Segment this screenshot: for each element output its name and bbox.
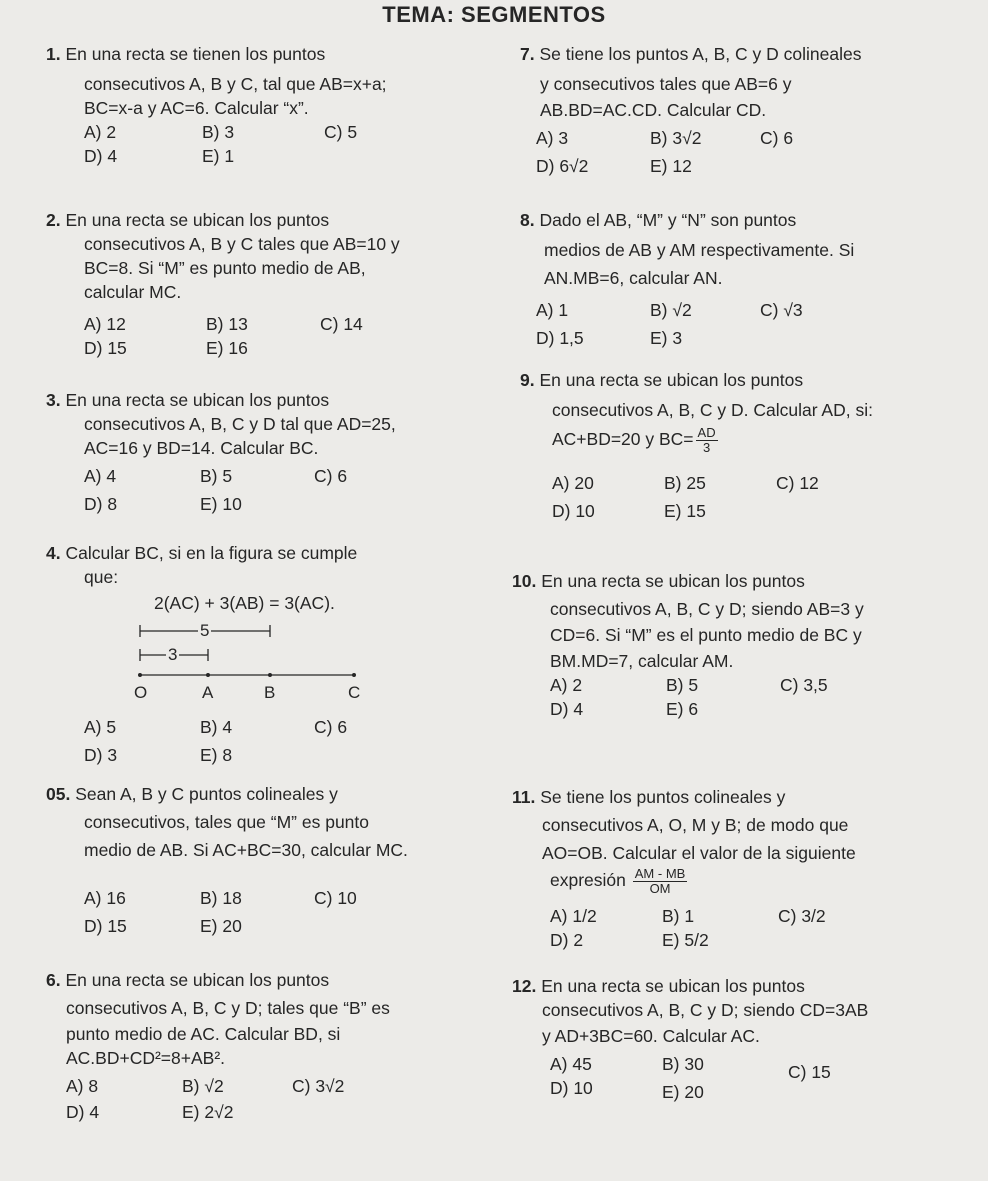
option: C) 3√2 [292, 1076, 345, 1096]
option: E) 12 [650, 156, 692, 176]
option: D) 4 [84, 146, 118, 166]
condition: AC+BD=20 y BC= $\frac{AD}{3}$ [552, 425, 716, 455]
problem-1: 1. En una recta se tienen los puntos consecutivos A, B y C, tal que AB=x+a; BC=x-a y AC=6. Calcular “x”. A) 2 B) 3 C) 5 D) 4 E) 1 [46, 44, 387, 166]
point-label-a: A [202, 683, 214, 702]
problem-10: 10. En una recta se ubican los puntos consecutivos A, B, C y D; siendo AB=3 y CD=6. Si “M” es el punto medio de BC y BM.MD=7, calcular AM. A) 2 B) 5 C) 3,5 D) 4 E) 6 [512, 571, 864, 719]
option: E) 15 [664, 501, 706, 521]
option: D) 10 [550, 1078, 593, 1098]
problem-9: 9. En una recta se ubican los puntos consecutivos A, B, C y D. Calcular AD, si: AC+BD=20 y BC= $\frac{AD}{3}$ A) 20 B) 25 C) 12 D) 10 E) 15 [520, 368, 975, 523]
option: B) 3√2 [650, 128, 702, 148]
problem-7: 7. Se tiene los puntos A, B, C y D colineales y consecutivos tales que AB=6 y AB.BD=AC.CD. Calcular CD. A) 3 B) 3√2 C) 6 D) 6√2 E) 12 [520, 44, 862, 176]
option: D) 3 [84, 745, 118, 765]
problem-2: 2. En una recta se ubican los puntos consecutivos A, B y C tales que AB=10 y BC=8. Si “M” es punto medio de AB, calcular MC. A) 12 B) 13 C) 14 D) 15 E) 16 [46, 210, 400, 358]
fraction: $\frac{AD}{3}$ [697, 425, 716, 455]
option: A) 4 [84, 466, 117, 486]
option: E) 2√2 [182, 1102, 234, 1122]
option: E) 20 [662, 1082, 704, 1102]
problem-8: 8. Dado el AB, “M” y “N” son puntos medios de AB y AM respectivamente. Si AN.MB=6, calcular AN. A) 1 B) √2 C) √3 D) 1,5 E) 3 [520, 210, 855, 348]
option: A) 2 [550, 675, 583, 695]
option: A) 20 [552, 473, 594, 493]
page-title: TEMA: SEGMENTOS [382, 2, 606, 27]
problem-11: 11. Se tiene los puntos colineales y consecutivos A, O, M y B; de modo que AO=OB. Calcular el valor de la siguiente expresión $\frac{AM - MB}{OM}$ A) 1/2 B) 1 C) 3/2 D) 2 E) 5/2 [512, 785, 975, 952]
option: E) 5/2 [662, 930, 709, 950]
option: A) 16 [84, 888, 126, 908]
point-label-o: O [134, 683, 148, 702]
option: B) √2 [650, 300, 692, 320]
option: B) 3 [202, 122, 235, 142]
option: B) 4 [200, 717, 233, 737]
equation: 2(AC) + 3(AB) = 3(AC). [154, 593, 335, 613]
problem-12: 12. En una recta se ubican los puntos consecutivos A, B, C y D; siendo CD=3AB y AD+3BC=60. Calcular AC. A) 45 B) 30 C) 15 D) 10 E) 20 [512, 976, 869, 1102]
option: A) 45 [550, 1054, 592, 1074]
option: D) 10 [552, 501, 595, 521]
option: C) √3 [760, 300, 803, 320]
option: A) 2 [84, 122, 117, 142]
option: C) 5 [324, 122, 358, 142]
option: B) √2 [182, 1076, 224, 1096]
option: A) 1 [536, 300, 569, 320]
option: A) 3 [536, 128, 569, 148]
segment-label-3: 3 [166, 643, 179, 667]
option: A) 12 [84, 314, 126, 334]
option: D) 2 [550, 930, 584, 950]
option: E) 6 [666, 699, 699, 719]
expression: expresión $\frac{AM - MB}{OM}$ [550, 866, 686, 896]
segment-figure [128, 621, 388, 711]
option: B) 5 [200, 466, 233, 486]
segment-label-5: 5 [198, 619, 211, 643]
option: D) 15 [84, 916, 127, 936]
option: B) 1 [662, 906, 695, 926]
option: C) 3/2 [778, 906, 826, 926]
option: D) 4 [550, 699, 584, 719]
option: C) 6 [314, 466, 348, 486]
problem-5: 05. Sean A, B y C puntos colineales y consecutivos, tales que “M” es punto medio de AB. Si AC+BC=30, calcular MC. A) 16 B) 18 C) 10 D) 15 E) 20 [46, 784, 408, 936]
option: C) 12 [776, 473, 819, 493]
option: C) 6 [760, 128, 794, 148]
option: A) 8 [66, 1076, 99, 1096]
option: D) 8 [84, 494, 118, 514]
option: B) 13 [206, 314, 248, 334]
option: B) 30 [662, 1054, 704, 1074]
option: B) 25 [664, 473, 706, 493]
option: E) 8 [200, 745, 233, 765]
option: A) 1/2 [550, 906, 597, 926]
option: C) 3,5 [780, 675, 828, 695]
option: E) 1 [202, 146, 235, 166]
point-label-c: C [348, 683, 361, 702]
option: E) 16 [206, 338, 248, 358]
option: D) 1,5 [536, 328, 584, 348]
option: B) 5 [666, 675, 699, 695]
option: E) 3 [650, 328, 683, 348]
option: D) 4 [66, 1102, 100, 1122]
option: C) 6 [314, 717, 348, 737]
option: C) 10 [314, 888, 357, 908]
option: D) 6√2 [536, 156, 589, 176]
problem-3: 3. En una recta se ubican los puntos consecutivos A, B, C y D tal que AD=25, AC=16 y BD=14. Calcular BC. A) 4 B) 5 C) 6 D) 8 E) 10 [46, 390, 396, 514]
option: C) 15 [788, 1062, 831, 1082]
problem-4: 4. Calcular BC, si en la figura se cumple que: 2(AC) + 3(AB) = 3(AC). 5 3 O A B C A) 5 B) 4 C) 6 D) 3 E) 8 [46, 541, 486, 767]
option: A) 5 [84, 717, 117, 737]
option: C) 14 [320, 314, 363, 334]
option: B) 18 [200, 888, 242, 908]
option: E) 20 [200, 916, 242, 936]
fraction: $\frac{AM - MB}{OM}$ [634, 866, 686, 896]
problem-6: 6. En una recta se ubican los puntos consecutivos A, B, C y D; tales que “B” es punto medio de AC. Calcular BD, si AC.BD+CD²=8+AB². A) 8 B) √2 C) 3√2 D) 4 E) 2√2 [46, 970, 390, 1122]
option: E) 10 [200, 494, 242, 514]
point-label-b: B [264, 683, 276, 702]
option: D) 15 [84, 338, 127, 358]
